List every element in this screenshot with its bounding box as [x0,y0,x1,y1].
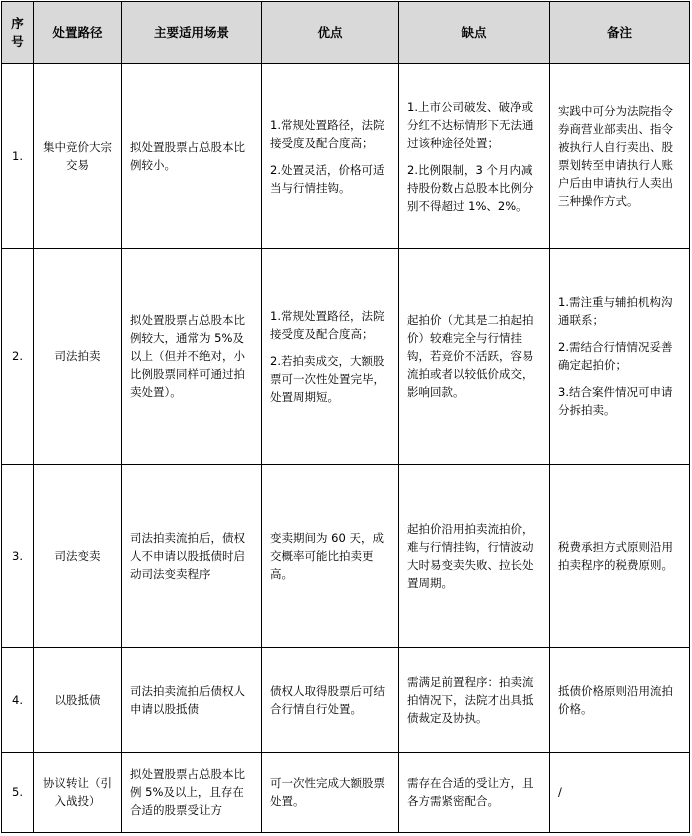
cell-path: 司法拍卖 [34,249,122,464]
cell-path: 司法变卖 [34,464,122,647]
cell-paragraph: 需存在合适的受让方，且各方需紧密配合。 [407,776,534,809]
cell-paragraph: / [558,785,562,800]
cell-pros [262,464,399,647]
cell-cons [399,464,550,647]
cell-paragraph: 可一次性完成大额股票处置。 [270,776,385,809]
cell-scene: 拟处置股票占总股本比例较大，通常为 5%及以上（但并不绝对，小比例股票同样可通过拍卖处置）。 [122,249,262,464]
cell-paragraph: 1.常规处置路径，法院接受度及配合度高； [270,117,385,150]
header-pros: 优点 [262,2,399,64]
cell-paragraph: 2.若拍卖成交，大额股票可一次性处置完毕，处置周期短。 [270,353,385,404]
cell-notes [550,752,690,832]
header-path: 处置路径 [34,2,122,64]
cell-seq: 1. [2,64,34,249]
cell-paragraph: 1.需注重与辅拍机构沟通联系； [558,295,673,328]
disposal-path-table [1,1,690,833]
cell-path: 协议转让（引入战投） [34,752,122,832]
cell-paragraph: 需满足前置程序：拍卖流拍情况下，法院才出具抵债裁定及协执。 [407,674,534,725]
cell-pros [262,752,399,832]
cell-scene: 司法拍卖流拍后债权人申请以股抵债 [122,647,262,752]
cell-seq: 5. [2,752,34,832]
cell-paragraph: 2.比例限制，3 个月内减持股份数占总股本比例分别不得超过 1%、2%。 [407,162,534,213]
table-row [2,64,690,249]
cell-scene: 司法拍卖流拍后，债权人不申请以股抵债时启动司法变卖程序 [122,464,262,647]
cell-cons [399,647,550,752]
cell-notes [550,64,690,249]
table-row [2,464,690,647]
cell-notes [550,464,690,647]
cell-path: 以股抵债 [34,647,122,752]
cell-paragraph: 3.结合案件情况可申请分拆拍卖。 [558,385,673,418]
cell-paragraph: 税费承担方式原则沿用拍卖程序的税费原则。 [558,539,673,572]
cell-paragraph: 2.处置灵活，价格可适当与行情挂钩。 [270,162,385,195]
cell-cons [399,64,550,249]
cell-scene: 拟处置股票占总股本比例 5%及以上，且存在合适的股票受让方 [122,752,262,832]
cell-seq: 3. [2,464,34,647]
cell-cons [399,752,550,832]
table-row [2,752,690,832]
cell-path: 集中竞价大宗交易 [34,64,122,249]
table-row [2,249,690,464]
cell-seq: 4. [2,647,34,752]
cell-paragraph: 抵债价格原则沿用流拍价格。 [558,683,673,716]
cell-cons [399,249,550,464]
cell-pros [262,64,399,249]
cell-pros [262,647,399,752]
cell-paragraph: 债权人取得股票后可结合行情自行处置。 [270,683,385,716]
cell-paragraph: 起拍价（尤其是二拍起拍价）较难完全与行情挂钩，若竞价不活跃，容易流拍或者以较低价成交，影响回款。 [407,313,534,400]
header-scene: 主要适用场景 [122,2,262,64]
cell-notes [550,647,690,752]
cell-paragraph: 变卖期间为 60 天，成交概率可能比拍卖更高。 [270,530,384,581]
cell-pros [262,249,399,464]
header-cons: 缺点 [399,2,550,64]
table-row [2,647,690,752]
cell-paragraph: 起拍价沿用拍卖流拍价，难与行情挂钩，行情波动大时易变卖失败、拉长处置周期。 [407,521,534,590]
cell-paragraph: 2.需结合行情情况妥善确定起拍价； [558,340,673,373]
header-seq: 序号 [2,2,34,64]
table-header-row [2,2,690,64]
cell-notes [550,249,690,464]
cell-scene: 拟处置股票占总股本比例较小。 [122,64,262,249]
cell-paragraph: 1.常规处置路径，法院接受度及配合度高； [270,308,385,341]
cell-paragraph: 1.上市公司破发、破净或分红不达标情形下无法通过该种途径处置； [407,99,534,150]
cell-seq: 2. [2,249,34,464]
cell-paragraph: 实践中可分为法院指令券商营业部卖出、指令被执行人自行卖出、股票划转至申请执行人账户后由申请执行人卖出三种操作方式。 [558,104,673,209]
header-notes: 备注 [550,2,690,64]
